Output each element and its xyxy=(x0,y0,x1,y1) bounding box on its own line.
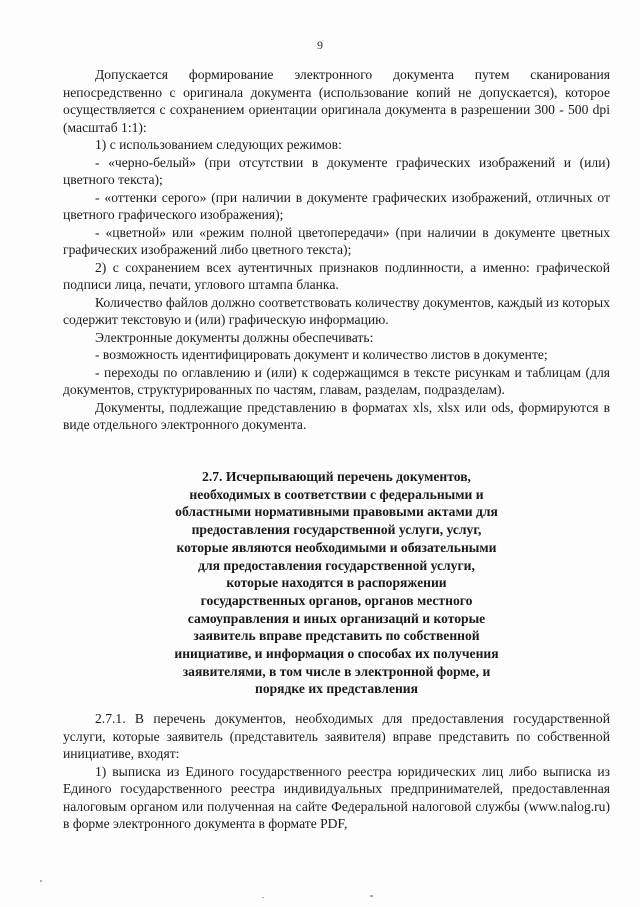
scan-speck xyxy=(40,880,42,882)
paragraph: 1) с использованием следующих режимов: xyxy=(95,137,342,152)
heading-line: самоуправления и иных организаций и которые xyxy=(187,610,486,626)
paragraph: Допускается формирование электронного документа путем сканирования непосредственно с оригинала документа (использование копий не допускается), которое осуществляется с сохранением ориентации оригинала документа в разрешении 300 - 500 dpi (масштаб 1:1): xyxy=(63,67,610,135)
paragraph: 2.7.1. В перечень документов, необходимых для предоставления государственной услуги, которые заявитель (представитель заявителя) вправе представить по собственной инициативе, входят: xyxy=(63,711,610,761)
heading-line: государственных органов, органов местного xyxy=(200,592,473,608)
heading-line: необходимых в соответствии с федеральными и xyxy=(189,486,484,502)
paragraph: 2) с сохранением всех аутентичных признаков подлинности, а именно: графической подписи лица, печати, углового штампа бланка. xyxy=(63,259,610,292)
paragraph: 1) выписка из Единого государственного реестра юридических лиц либо выписка из Единого государственного реестра индивидуальных предпринимателей, предоставленная налоговым органом или полученная на сайте Федеральной налоговой службы (www.nalog.ru) в форме электронного документа в формате PDF, xyxy=(63,763,610,831)
paragraph: Количество файлов должно соответствовать количеству документов, каждый из которых содержит текстовую и (или) графическую информацию. xyxy=(63,294,610,327)
heading-line: 2.7. Исчерпывающий перечень документов, xyxy=(202,469,471,484)
heading-line: для предоставления государственной услуги, xyxy=(198,557,475,573)
scan-speck xyxy=(262,897,264,898)
scan-speck xyxy=(370,895,373,897)
paragraph: - возможность идентифицировать документ и количество листов в документе; xyxy=(95,347,548,362)
heading-line: порядке их представления xyxy=(254,681,418,697)
paragraph: Документы, подлежащие представлению в форматах xls, xlsx или ods, формируются в виде отдельного электронного документа. xyxy=(63,399,610,432)
page-number: 9 xyxy=(317,38,323,52)
heading-line: заявитель вправе представить по собственной xyxy=(193,628,480,644)
heading-line: инициативе, и информация о способах их получения xyxy=(174,646,499,662)
paragraph: - «цветной» или «режим полной цветопередачи» (при наличии в документе цветных графических изображений либо цветного текста); xyxy=(63,224,610,257)
heading-line: заявителями, в том числе в электронной форме, и xyxy=(182,663,491,679)
heading-line: которые являются необходимыми и обязательными xyxy=(176,539,497,555)
paragraph: Электронные документы должны обеспечивать: xyxy=(95,329,374,345)
heading-line: областными нормативными правовыми актами для xyxy=(175,504,498,520)
heading-line: которые находятся в распоряжении xyxy=(226,575,447,591)
body-text-top xyxy=(63,66,610,434)
paragraph: - «черно-белый» (при отсутствии в документе графических изображений и (или) цветного текста); xyxy=(63,154,610,187)
section-heading xyxy=(60,468,613,698)
heading-line: предоставления государственной услуги, услуг, xyxy=(191,522,482,538)
paragraph: - переходы по оглавлению и (или) к содержащимся в тексте рисункам и таблицам (для документов, структурированных по частям, главам, разделам, подразделам). xyxy=(63,364,610,397)
body-text-bottom xyxy=(63,710,610,833)
paragraph: - «оттенки серого» (при наличии в документе графических изображений, отличных от цветного графического изображения); xyxy=(63,189,610,222)
